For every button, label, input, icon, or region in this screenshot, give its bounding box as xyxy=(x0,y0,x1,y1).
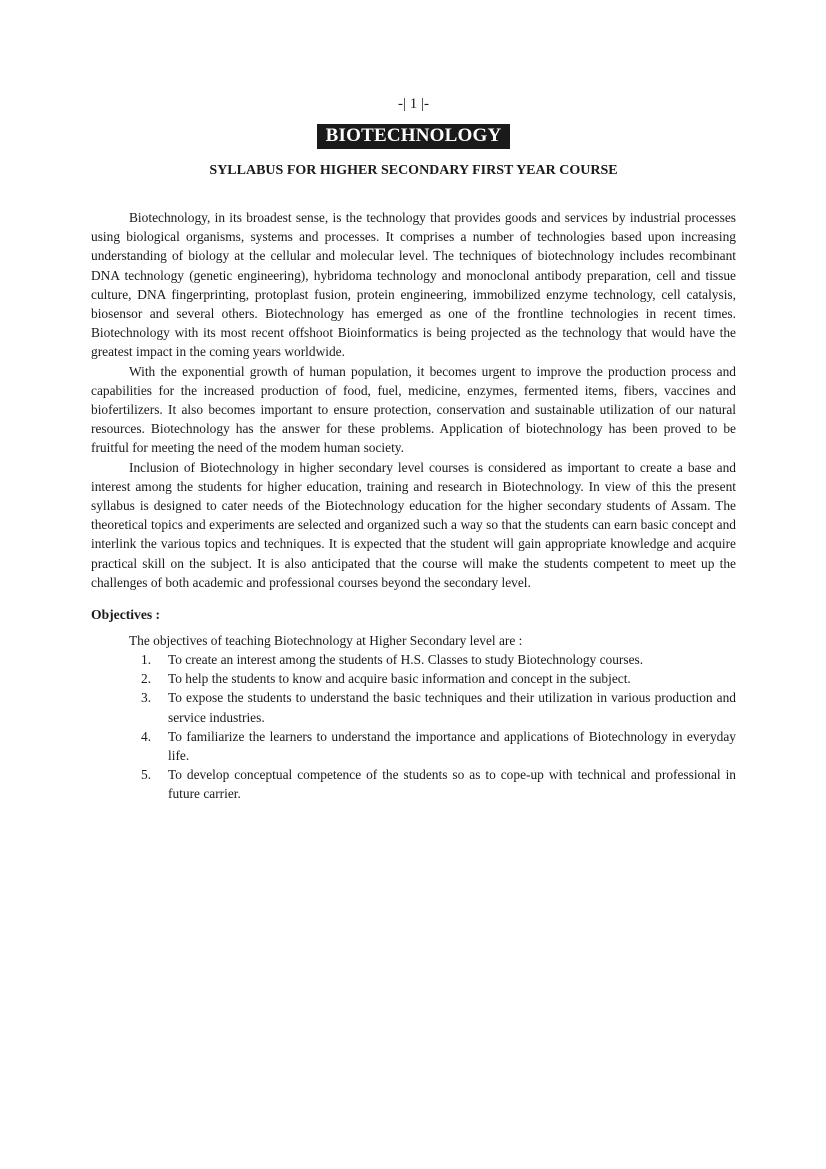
objective-text: To develop conceptual competence of the students so as to cope-up with technical and professional in future carrier. xyxy=(168,767,736,802)
objective-text: To help the students to know and acquire basic information and concept in the subject. xyxy=(168,671,631,687)
objective-number: 2. xyxy=(141,671,152,687)
document-subtitle: SYLLABUS FOR HIGHER SECONDARY FIRST YEAR COURSE xyxy=(209,163,618,178)
objective-text: To expose the students to understand the basic techniques and their utilization in various production and service industries. xyxy=(168,690,736,725)
title-block xyxy=(91,124,736,149)
objective-number: 4. xyxy=(141,728,152,744)
objective-text: To familiarize the learners to understand the importance and applications of Biotechnology in everyday life. xyxy=(168,728,736,764)
objective-item xyxy=(91,688,736,726)
intro-paragraph-1: Biotechnology, in its broadest sense, is the technology that provides goods and services by industrial processes using biological organisms, systems and processes. It comprises a number of technologies based upon increasing understanding of biology at the cellular and molecular level. The techniques of biotechnology includes recombinant DNA technology (genetic engineering), hybridoma technology and monoclonal antibody preparation, cell and tissue culture, DNA fingerprinting, protoplast fusion, protein engineering, immobilized enzyme technology, cell catalysis, biosensor and several others. Biotechnology has emerged as one of the frontline technologies in recent times. Biotechnology with its most recent offshoot Bioinformatics is being projected as the technology that would have the greatest impact in the coming years worldwide. xyxy=(91,210,736,360)
objective-item xyxy=(91,765,736,803)
objective-number: 3. xyxy=(141,690,152,706)
document-page xyxy=(91,94,736,804)
objectives-list xyxy=(91,650,736,804)
objectives-intro: The objectives of teaching Biotechnology at Higher Secondary level are : xyxy=(129,633,523,649)
page-number: -| 1 |- xyxy=(398,96,429,112)
objective-item xyxy=(91,669,736,688)
objective-text: To create an interest among the students of H.S. Classes to study Biotechnology courses. xyxy=(168,652,644,668)
objectives-heading: Objectives : xyxy=(91,607,161,623)
document-title: BIOTECHNOLOGY xyxy=(317,124,511,149)
objective-item xyxy=(91,650,736,669)
objective-number: 1. xyxy=(141,652,152,668)
objective-number: 5. xyxy=(141,767,152,783)
objective-item xyxy=(91,727,736,765)
intro-paragraph-3: Inclusion of Biotechnology in higher secondary level courses is considered as important to create a base and interest among the students for higher education, training and research in Biotechnology. In view of this the present syllabus is designed to cater needs of the Biotechnology education for the higher secondary students of Assam. The theoretical topics and experiments are selected and organized such a way so that the students can earn basic concept and interlink the various topics and techniques. It is expected that the student will gain appropriate knowledge and acquire practical skill on the subject. It is also anticipated that the course will make the students competent to meet up the challenges of both academic and professional courses beyond the secondary level. xyxy=(91,459,736,590)
intro-paragraph-2: With the exponential growth of human population, it becomes urgent to improve the production process and capabilities for the increased production of food, fuel, medicine, enzymes, fermented items, fibers, vaccines and biofertilizers. It also becomes important to ensure protection, conservation and sustainable utilization of our natural resources. Biotechnology has the answer for these problems. Application of biotechnology has been proved to be fruitful for meeting the need of the modem human society. xyxy=(91,363,736,456)
